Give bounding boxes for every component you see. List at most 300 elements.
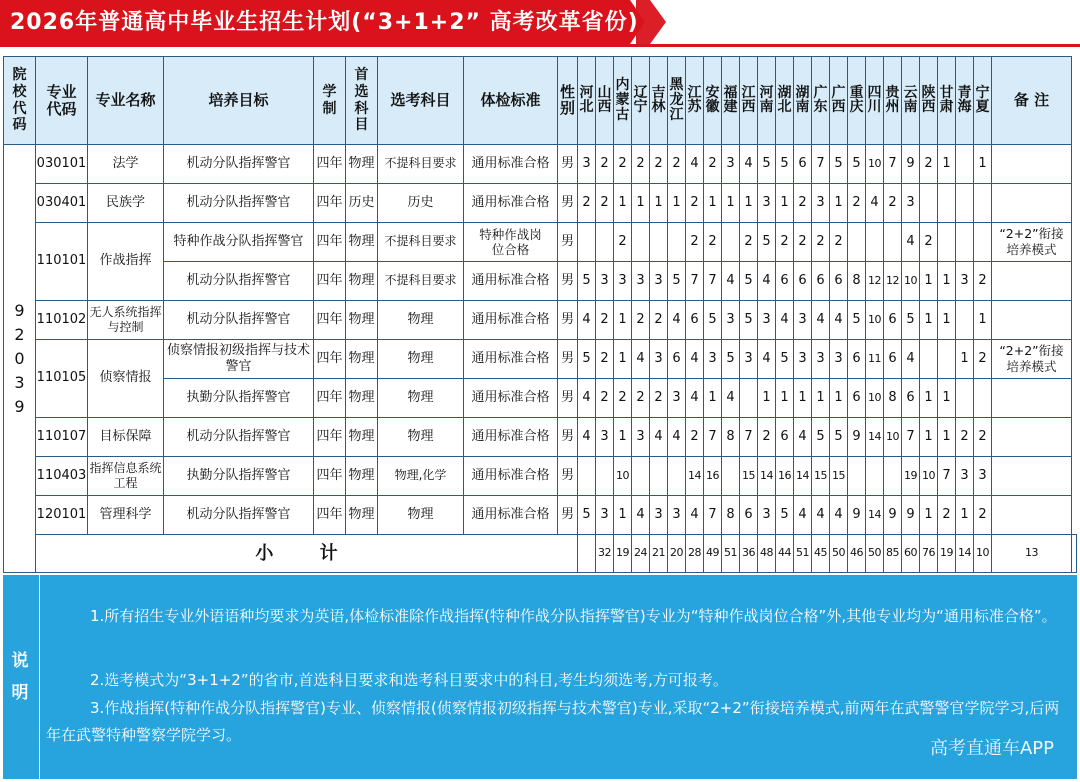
- gender-cell: 男: [558, 301, 578, 340]
- quota-cell: 1: [920, 301, 938, 340]
- header-province: 安徽: [704, 57, 722, 145]
- quota-cell: 2: [650, 145, 668, 184]
- major-code-cell: 110105: [36, 340, 88, 418]
- quota-cell: 8: [848, 262, 866, 301]
- quota-cell: 2: [974, 418, 992, 457]
- goal-cell: 侦察情报初级指挥与技术警官: [164, 340, 314, 379]
- quota-cell: 3: [722, 145, 740, 184]
- quota-cell: 5: [578, 262, 596, 301]
- subtotal-cell: 51: [794, 535, 812, 573]
- physical-cell: 通用标准合格: [464, 145, 558, 184]
- quota-cell: 3: [632, 418, 650, 457]
- quota-cell: 2: [974, 340, 992, 379]
- table-row: [4, 379, 1077, 418]
- quota-cell: 14: [686, 457, 704, 496]
- quota-cell: 2: [596, 184, 614, 223]
- quota-cell: 6: [884, 301, 902, 340]
- quota-cell: [650, 223, 668, 262]
- quota-cell: [848, 223, 866, 262]
- quota-cell: 5: [776, 340, 794, 379]
- quota-cell: 12: [866, 262, 884, 301]
- quota-cell: 2: [650, 379, 668, 418]
- subtotal-cell: 13: [992, 535, 1072, 573]
- subtotal-cell: 45: [812, 535, 830, 573]
- table-row: [4, 418, 1077, 457]
- remark-cell: [992, 457, 1072, 496]
- quota-cell: 1: [722, 184, 740, 223]
- elective-cell: 物理: [378, 418, 464, 457]
- subtotal-cell: 49: [704, 535, 722, 573]
- quota-cell: 2: [650, 301, 668, 340]
- quota-cell: 1: [830, 379, 848, 418]
- quota-cell: [578, 457, 596, 496]
- watermark-text: 高考直通车APP: [929, 738, 1054, 759]
- header-province: 福建: [722, 57, 740, 145]
- quota-cell: 10: [866, 145, 884, 184]
- physical-cell: 通用标准合格: [464, 340, 558, 379]
- quota-cell: 12: [884, 262, 902, 301]
- quota-cell: 1: [740, 184, 758, 223]
- quota-cell: 6: [668, 340, 686, 379]
- major-code-cell: 030101: [36, 145, 88, 184]
- quota-cell: 10: [884, 418, 902, 457]
- quota-cell: 5: [830, 145, 848, 184]
- quota-cell: 1: [920, 379, 938, 418]
- physical-cell: 通用标准合格: [464, 379, 558, 418]
- quota-cell: 3: [578, 145, 596, 184]
- quota-cell: 3: [794, 340, 812, 379]
- quota-cell: 3: [614, 262, 632, 301]
- quota-cell: 4: [578, 379, 596, 418]
- quota-cell: 6: [686, 301, 704, 340]
- gender-cell: 男: [558, 340, 578, 379]
- quota-cell: 4: [776, 301, 794, 340]
- quota-cell: 9: [902, 145, 920, 184]
- elective-cell: 不提科目要求: [378, 262, 464, 301]
- quota-cell: 14: [758, 457, 776, 496]
- quota-cell: 6: [848, 340, 866, 379]
- quota-cell: 2: [596, 340, 614, 379]
- elective-cell: 物理,化学: [378, 457, 464, 496]
- quota-cell: 7: [704, 418, 722, 457]
- header-province: 辽宁: [632, 57, 650, 145]
- quota-cell: 1: [668, 184, 686, 223]
- quota-cell: 5: [740, 262, 758, 301]
- quota-cell: 4: [812, 496, 830, 535]
- quota-cell: 4: [686, 379, 704, 418]
- quota-cell: 2: [686, 223, 704, 262]
- quota-cell: 3: [596, 418, 614, 457]
- quota-cell: 3: [956, 457, 974, 496]
- duration-cell: 四年: [314, 145, 346, 184]
- goal-cell: 机动分队指挥警官: [164, 262, 314, 301]
- quota-cell: 3: [812, 340, 830, 379]
- gender-cell: 男: [558, 379, 578, 418]
- header-major-code: 专业代码: [36, 57, 88, 145]
- quota-cell: 1: [956, 496, 974, 535]
- subtotal-cell: 76: [920, 535, 938, 573]
- quota-cell: 15: [740, 457, 758, 496]
- school-code-cell: 92039: [4, 145, 36, 573]
- quota-cell: 4: [668, 418, 686, 457]
- quota-cell: 4: [902, 340, 920, 379]
- quota-cell: 2: [704, 223, 722, 262]
- first-subject-cell: 物理: [346, 496, 378, 535]
- table-row: [4, 223, 1077, 262]
- quota-cell: 2: [614, 145, 632, 184]
- quota-cell: [884, 457, 902, 496]
- quota-cell: 5: [848, 301, 866, 340]
- quota-cell: 4: [668, 301, 686, 340]
- subtotal-cell: 28: [686, 535, 704, 573]
- quota-cell: 6: [776, 418, 794, 457]
- quota-cell: [974, 379, 992, 418]
- remark-cell: [992, 379, 1072, 418]
- quota-cell: [866, 457, 884, 496]
- quota-cell: 8: [722, 418, 740, 457]
- first-subject-cell: 物理: [346, 145, 378, 184]
- subtotal-cell: 50: [866, 535, 884, 573]
- gender-cell: 男: [558, 418, 578, 457]
- major-code-cell: 110102: [36, 301, 88, 340]
- quota-cell: [596, 457, 614, 496]
- quota-cell: 4: [686, 145, 704, 184]
- header-province: 河南: [758, 57, 776, 145]
- quota-cell: 3: [812, 184, 830, 223]
- physical-cell: 通用标准合格: [464, 418, 558, 457]
- quota-cell: 3: [722, 301, 740, 340]
- header-goal: 培养目标: [164, 57, 314, 145]
- physical-cell: 通用标准合格: [464, 301, 558, 340]
- subtotal-label: 小 计: [36, 535, 578, 573]
- elective-cell: 物理: [378, 301, 464, 340]
- quota-cell: [668, 223, 686, 262]
- quota-cell: [578, 223, 596, 262]
- quota-cell: 6: [812, 262, 830, 301]
- duration-cell: 四年: [314, 457, 346, 496]
- subtotal-cell: 14: [956, 535, 974, 573]
- header-province: 广东: [812, 57, 830, 145]
- header-province: 甘肃: [938, 57, 956, 145]
- first-subject-cell: 物理: [346, 457, 378, 496]
- subtotal-cell: 36: [740, 535, 758, 573]
- duration-cell: 四年: [314, 379, 346, 418]
- quota-cell: 3: [596, 496, 614, 535]
- major-code-cell: 110107: [36, 418, 88, 457]
- quota-cell: 2: [758, 418, 776, 457]
- major-code-cell: 120101: [36, 496, 88, 535]
- quota-cell: [632, 223, 650, 262]
- first-subject-cell: 物理: [346, 340, 378, 379]
- quota-cell: 7: [686, 262, 704, 301]
- quota-cell: 1: [614, 184, 632, 223]
- first-subject-cell: 历史: [346, 184, 378, 223]
- quota-cell: 1: [794, 379, 812, 418]
- header-school-code: 院校代码: [4, 57, 36, 145]
- quota-cell: 4: [794, 496, 812, 535]
- quota-cell: 2: [578, 184, 596, 223]
- quota-cell: [956, 379, 974, 418]
- goal-cell: 机动分队指挥警官: [164, 145, 314, 184]
- remark-cell: [992, 184, 1072, 223]
- subtotal-cell: 48: [758, 535, 776, 573]
- quota-cell: 1: [614, 418, 632, 457]
- quota-cell: 7: [938, 457, 956, 496]
- goal-cell: 机动分队指挥警官: [164, 496, 314, 535]
- quota-cell: 5: [740, 301, 758, 340]
- physical-cell: 通用标准合格: [464, 184, 558, 223]
- header-province: 贵州: [884, 57, 902, 145]
- subtotal-cell: 44: [776, 535, 794, 573]
- quota-cell: 6: [776, 262, 794, 301]
- table-row: [4, 340, 1077, 379]
- quota-cell: 5: [578, 340, 596, 379]
- major-name-cell: 指挥信息系统工程: [88, 457, 164, 496]
- quota-cell: [632, 457, 650, 496]
- gender-cell: 男: [558, 262, 578, 301]
- quota-cell: [722, 457, 740, 496]
- header-remark: 备 注: [992, 57, 1072, 145]
- quota-cell: [938, 340, 956, 379]
- quota-cell: 2: [974, 496, 992, 535]
- quota-cell: 3: [650, 340, 668, 379]
- quota-cell: 1: [974, 301, 992, 340]
- quota-cell: [722, 223, 740, 262]
- subtotal-remark-cell: [1072, 535, 1077, 573]
- quota-cell: 2: [794, 223, 812, 262]
- quota-cell: 7: [884, 145, 902, 184]
- quota-cell: 9: [848, 418, 866, 457]
- quota-cell: 1: [920, 496, 938, 535]
- quota-cell: 1: [776, 184, 794, 223]
- quota-cell: [956, 301, 974, 340]
- quota-cell: 4: [830, 301, 848, 340]
- quota-cell: 3: [704, 340, 722, 379]
- quota-cell: 5: [902, 301, 920, 340]
- quota-cell: 3: [758, 184, 776, 223]
- header-province: 湖南: [794, 57, 812, 145]
- quota-cell: 5: [776, 145, 794, 184]
- elective-cell: 历史: [378, 184, 464, 223]
- elective-cell: 物理: [378, 496, 464, 535]
- subtotal-cell: 85: [884, 535, 902, 573]
- quota-cell: 1: [830, 184, 848, 223]
- quota-cell: 2: [740, 223, 758, 262]
- quota-cell: 5: [830, 418, 848, 457]
- subtotal-cell: 21: [650, 535, 668, 573]
- quota-cell: 8: [884, 379, 902, 418]
- quota-cell: 6: [848, 379, 866, 418]
- quota-cell: 2: [956, 418, 974, 457]
- quota-cell: 7: [902, 418, 920, 457]
- quota-cell: 1: [974, 145, 992, 184]
- quota-cell: 4: [686, 496, 704, 535]
- quota-cell: 6: [902, 379, 920, 418]
- duration-cell: 四年: [314, 262, 346, 301]
- duration-cell: 四年: [314, 340, 346, 379]
- note-1: 1.所有招生专业外语语种均要求为英语,体检标准除作战指挥(特种作战分队指挥警官)专业为“特种作战岗位合格”外,其他专业均为“通用标准合格”。: [90, 607, 1057, 625]
- quota-cell: 1: [614, 340, 632, 379]
- quota-cell: 3: [650, 262, 668, 301]
- quota-cell: 4: [722, 262, 740, 301]
- table-row: [4, 496, 1077, 535]
- quota-cell: 4: [740, 145, 758, 184]
- subtotal-gender-cell: [578, 535, 596, 573]
- major-name-cell: 民族学: [88, 184, 164, 223]
- notes-side-label: 说明: [11, 650, 29, 703]
- quota-cell: 4: [758, 262, 776, 301]
- elective-cell: 物理: [378, 340, 464, 379]
- quota-cell: 3: [650, 496, 668, 535]
- quota-cell: 2: [830, 223, 848, 262]
- quota-cell: 2: [884, 184, 902, 223]
- quota-cell: 14: [866, 496, 884, 535]
- quota-cell: 3: [830, 340, 848, 379]
- quota-cell: 3: [794, 301, 812, 340]
- quota-cell: 2: [668, 145, 686, 184]
- quota-cell: [974, 223, 992, 262]
- quota-cell: 1: [956, 340, 974, 379]
- quota-cell: 3: [902, 184, 920, 223]
- physical-cell: 通用标准合格: [464, 262, 558, 301]
- quota-cell: 10: [920, 457, 938, 496]
- quota-cell: 10: [866, 301, 884, 340]
- goal-cell: 机动分队指挥警官: [164, 418, 314, 457]
- header-province: 江西: [740, 57, 758, 145]
- quota-cell: 3: [956, 262, 974, 301]
- header-gender: 性别: [558, 57, 578, 145]
- table-row: [4, 184, 1077, 223]
- header-major-name: 专业名称: [88, 57, 164, 145]
- remark-cell: “2+2”衔接培养模式: [992, 340, 1072, 379]
- major-code-cell: 110403: [36, 457, 88, 496]
- subtotal-cell: 19: [938, 535, 956, 573]
- first-subject-cell: 物理: [346, 418, 378, 457]
- first-subject-cell: 物理: [346, 301, 378, 340]
- quota-cell: 6: [830, 262, 848, 301]
- header-province: 山西: [596, 57, 614, 145]
- quota-cell: 3: [758, 496, 776, 535]
- header-province: 宁夏: [974, 57, 992, 145]
- first-subject-cell: 物理: [346, 262, 378, 301]
- quota-cell: [974, 184, 992, 223]
- quota-cell: 5: [704, 301, 722, 340]
- quota-cell: 2: [920, 223, 938, 262]
- quota-cell: 4: [902, 223, 920, 262]
- quota-cell: 7: [740, 418, 758, 457]
- quota-cell: 2: [596, 145, 614, 184]
- quota-cell: 10: [614, 457, 632, 496]
- quota-cell: [596, 223, 614, 262]
- quota-cell: [956, 184, 974, 223]
- quota-cell: 2: [848, 184, 866, 223]
- header-first-subject: 首选科目: [346, 57, 378, 145]
- remark-cell: [992, 301, 1072, 340]
- notes-panel: [3, 575, 1077, 779]
- quota-cell: 2: [614, 223, 632, 262]
- quota-cell: 1: [920, 262, 938, 301]
- quota-cell: 1: [758, 379, 776, 418]
- header-province: 湖北: [776, 57, 794, 145]
- remark-cell: [992, 145, 1072, 184]
- table-row: [4, 457, 1077, 496]
- quota-cell: [920, 184, 938, 223]
- header-province: 吉林: [650, 57, 668, 145]
- quota-cell: 5: [848, 145, 866, 184]
- duration-cell: 四年: [314, 184, 346, 223]
- quota-cell: 2: [632, 301, 650, 340]
- quota-cell: 7: [704, 496, 722, 535]
- quota-cell: 9: [848, 496, 866, 535]
- quota-cell: 6: [884, 340, 902, 379]
- duration-cell: 四年: [314, 223, 346, 262]
- quota-cell: 5: [758, 223, 776, 262]
- quota-cell: 4: [758, 340, 776, 379]
- quota-cell: 2: [632, 379, 650, 418]
- quota-cell: 3: [668, 379, 686, 418]
- elective-cell: 不提科目要求: [378, 223, 464, 262]
- subtotal-cell: 32: [596, 535, 614, 573]
- goal-cell: 机动分队指挥警官: [164, 301, 314, 340]
- quota-cell: 2: [704, 145, 722, 184]
- quota-cell: 1: [632, 184, 650, 223]
- quota-cell: 6: [740, 496, 758, 535]
- duration-cell: 四年: [314, 496, 346, 535]
- duration-cell: 四年: [314, 301, 346, 340]
- quota-cell: [668, 457, 686, 496]
- subtotal-cell: 24: [632, 535, 650, 573]
- goal-cell: 特种作战分队指挥警官: [164, 223, 314, 262]
- quota-cell: 6: [794, 145, 812, 184]
- header-province: 青海: [956, 57, 974, 145]
- subtotal-cell: 19: [614, 535, 632, 573]
- physical-cell: 通用标准合格: [464, 496, 558, 535]
- quota-cell: 3: [632, 262, 650, 301]
- major-code-cell: 030401: [36, 184, 88, 223]
- quota-cell: 10: [902, 262, 920, 301]
- header-province: 河北: [578, 57, 596, 145]
- elective-cell: 不提科目要求: [378, 145, 464, 184]
- quota-cell: 4: [650, 418, 668, 457]
- quota-cell: 2: [596, 379, 614, 418]
- quota-cell: 2: [686, 184, 704, 223]
- quota-cell: 4: [812, 301, 830, 340]
- remark-cell: [992, 496, 1072, 535]
- table-row: [4, 145, 1077, 184]
- quota-cell: 6: [794, 262, 812, 301]
- subtotal-cell: 10: [974, 535, 992, 573]
- quota-cell: 2: [632, 145, 650, 184]
- quota-cell: 7: [704, 262, 722, 301]
- quota-cell: 3: [596, 262, 614, 301]
- quota-cell: 4: [686, 340, 704, 379]
- header-province: 四川: [866, 57, 884, 145]
- quota-cell: [848, 457, 866, 496]
- quota-cell: 5: [722, 340, 740, 379]
- header-province: 内蒙古: [614, 57, 632, 145]
- gender-cell: 男: [558, 184, 578, 223]
- quota-cell: 4: [866, 184, 884, 223]
- quota-cell: 2: [938, 496, 956, 535]
- quota-cell: 2: [614, 379, 632, 418]
- quota-cell: 10: [866, 379, 884, 418]
- quota-cell: 4: [722, 379, 740, 418]
- note-2: 2.选考模式为“3+1+2”的省市,首选科目要求和选考科目要求中的科目,考生均须选考,方可报考。: [90, 671, 728, 689]
- header-physical: 体检标准: [464, 57, 558, 145]
- enrollment-plan-table: [3, 56, 1077, 573]
- major-code-cell: 110101: [36, 223, 88, 301]
- major-name-cell: 作战指挥: [88, 223, 164, 301]
